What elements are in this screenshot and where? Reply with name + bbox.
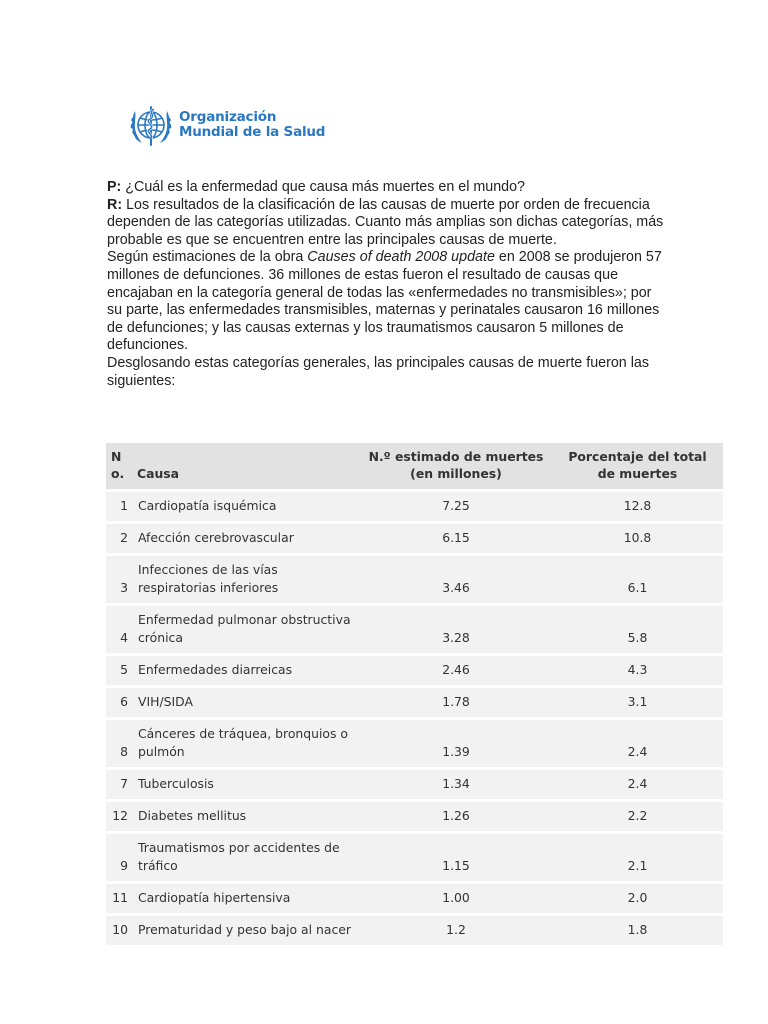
row-cause: Cánceres de tráquea, bronquios o pulmón (134, 720, 360, 767)
row-cause: Enfermedad pulmonar obstructiva crónica (134, 606, 360, 653)
row-number: 7 (106, 770, 134, 799)
row-cause: Prematuridad y peso bajo al nacer (134, 916, 360, 945)
header-percentage: Porcentaje del total de muertes (552, 443, 723, 489)
row-deaths: 1.15 (360, 834, 552, 881)
row-deaths: 1.2 (360, 916, 552, 945)
row-percentage: 2.4 (552, 770, 723, 799)
row-number: 9 (106, 834, 134, 881)
table-header-row (106, 443, 723, 489)
row-percentage: 6.1 (552, 556, 723, 603)
estimates-text-after: en 2008 se produjeron 57 millones de defunciones. 36 millones de estas fueron el resultado de causas que encajaban en la categoría general de todas las «enfermedades no transmisibles»; por su parte, las enfermedades transmisibles, maternas y perinatales causaron 16 millones de defunciones; y las causas externas y los traumatismos causaron 5 millones de defunciones. (107, 249, 662, 354)
row-deaths: 1.34 (360, 770, 552, 799)
table-row (106, 916, 723, 945)
row-number: 4 (106, 606, 134, 653)
row-percentage: 2.1 (552, 834, 723, 881)
row-percentage: 4.3 (552, 656, 723, 685)
table-row (106, 606, 723, 653)
table-row (106, 656, 723, 685)
row-number: 10 (106, 916, 134, 945)
row-deaths: 1.26 (360, 802, 552, 831)
row-deaths: 6.15 (360, 524, 552, 553)
logo-line-2: Mundial de la Salud (179, 124, 326, 140)
question-label: P: (107, 179, 122, 195)
row-deaths: 3.46 (360, 556, 552, 603)
who-logo (126, 101, 325, 149)
row-number: 8 (106, 720, 134, 767)
row-deaths: 2.46 (360, 656, 552, 685)
source-title: Causes of death 2008 update (307, 249, 495, 266)
question-paragraph (107, 179, 667, 197)
causes-of-death-table (106, 440, 723, 948)
who-emblem-icon (126, 101, 176, 149)
table-row (106, 834, 723, 881)
table-row (106, 524, 723, 553)
row-percentage: 2.4 (552, 720, 723, 767)
table-row (106, 688, 723, 717)
row-percentage: 12.8 (552, 492, 723, 521)
row-deaths: 1.78 (360, 688, 552, 717)
table-row (106, 770, 723, 799)
row-deaths: 1.39 (360, 720, 552, 767)
row-number: 1 (106, 492, 134, 521)
estimates-text-before: Según estimaciones de la obra (107, 249, 308, 266)
qa-section (107, 179, 667, 390)
table-row (106, 556, 723, 603)
row-cause: Afección cerebrovascular (134, 524, 360, 553)
breakdown-paragraph: Desglosando estas categorías generales, las principales causas de muerte fueron las siguientes: (107, 354, 650, 389)
row-cause: Enfermedades diarreicas (134, 656, 360, 685)
row-deaths: 7.25 (360, 492, 552, 521)
row-cause: Cardiopatía isquémica (134, 492, 360, 521)
table-row (106, 802, 723, 831)
row-cause: Cardiopatía hipertensiva (134, 884, 360, 913)
answer-text: Los resultados de la clasificación de las causas de muerte por orden de frecuencia dependen de las categorías utilizadas. Cuanto más amplias son dichas categorías, más probable es que se encuentren entre las principales causas de muerte. (107, 196, 664, 248)
row-number: 3 (106, 556, 134, 603)
row-number: 2 (106, 524, 134, 553)
row-cause: Diabetes mellitus (134, 802, 360, 831)
header-no: N o. (106, 443, 134, 489)
header-deaths: N.º estimado de muertes (en millones) (360, 443, 552, 489)
table-row (106, 884, 723, 913)
row-cause: Tuberculosis (134, 770, 360, 799)
question-text: ¿Cuál es la enfermedad que causa más muertes en el mundo? (121, 179, 526, 195)
table-row (106, 492, 723, 521)
row-number: 12 (106, 802, 134, 831)
row-cause: VIH/SIDA (134, 688, 360, 717)
row-percentage: 5.8 (552, 606, 723, 653)
answer-paragraph (107, 197, 667, 250)
row-number: 6 (106, 688, 134, 717)
row-deaths: 1.00 (360, 884, 552, 913)
who-logo-text (179, 110, 325, 140)
answer-label: R: (107, 196, 123, 213)
row-percentage: 1.8 (552, 916, 723, 945)
row-deaths: 3.28 (360, 606, 552, 653)
table-row (106, 720, 723, 767)
row-cause: Traumatismos por accidentes de tráfico (134, 834, 360, 881)
row-cause: Infecciones de las vías respiratorias inferiores (134, 556, 360, 603)
row-percentage: 3.1 (552, 688, 723, 717)
row-percentage: 2.0 (552, 884, 723, 913)
row-percentage: 2.2 (552, 802, 723, 831)
row-percentage: 10.8 (552, 524, 723, 553)
estimates-paragraph (107, 249, 667, 355)
header-cause: Causa (134, 443, 360, 489)
row-number: 5 (106, 656, 134, 685)
row-number: 11 (106, 884, 134, 913)
logo-line-1: Organización (179, 109, 277, 125)
